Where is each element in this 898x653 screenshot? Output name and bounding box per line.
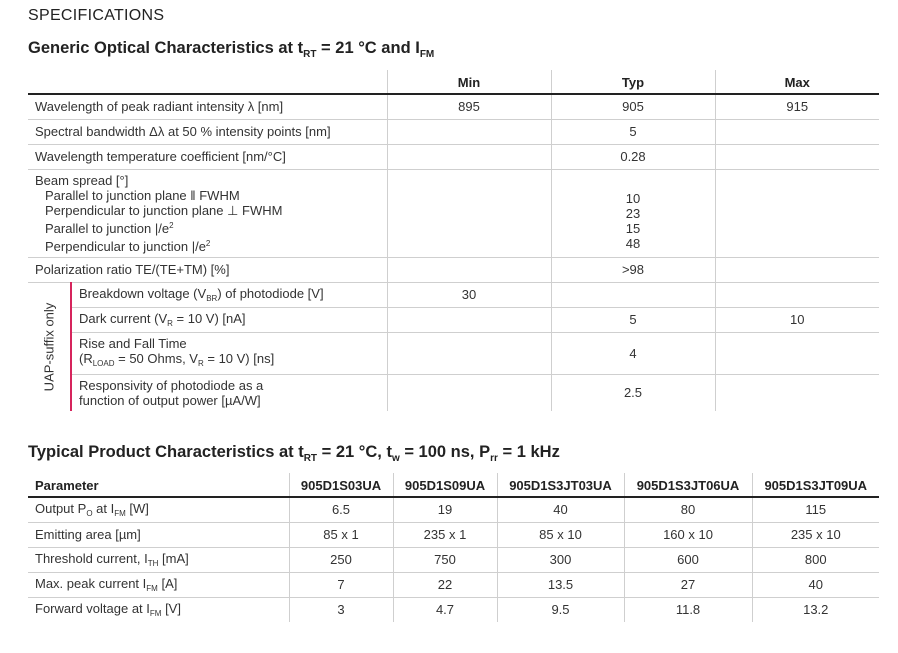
value-min <box>387 374 551 411</box>
value-min <box>387 144 551 169</box>
cell-value: 3 <box>289 597 393 622</box>
cell-value: 13.2 <box>752 597 879 622</box>
value-min <box>387 332 551 374</box>
cell-value: 300 <box>497 547 624 572</box>
value-typ: 0.28 <box>551 144 715 169</box>
cell-value: 600 <box>624 547 752 572</box>
value-max <box>715 332 879 374</box>
optical-header-blank <box>28 70 387 94</box>
beam-spread-row <box>28 169 879 257</box>
cell-value: 13.5 <box>497 572 624 597</box>
cell-value: 40 <box>497 497 624 522</box>
beam-spread-label <box>28 169 387 257</box>
value-typ <box>551 282 715 307</box>
value-max <box>715 257 879 282</box>
cell-value: 11.8 <box>624 597 752 622</box>
row-label: Polarization ratio TE/(TE+TM) [%] <box>28 257 387 282</box>
table-row <box>28 522 879 547</box>
row-label: Responsivity of photodiode as a function of output power [µA/W] <box>71 374 387 411</box>
header-max: Max <box>715 70 879 94</box>
parameter-label: Output $P_O$ at $I_{FM}$ [W] <box>28 497 289 522</box>
row-label: Wavelength temperature coefficient [nm/°C] <box>28 144 387 169</box>
cell-value: 9.5 <box>497 597 624 622</box>
row-label: Breakdown voltage $(V_{BR})$ of photodiode [V] <box>71 282 387 307</box>
header-model: 905D1S3JT06UA <box>624 473 752 497</box>
cell-value: 7 <box>289 572 393 597</box>
optical-header-row <box>28 70 879 94</box>
value-max: 10 <box>715 307 879 332</box>
value-min <box>387 307 551 332</box>
cell-value: 4.7 <box>393 597 497 622</box>
value-max <box>715 282 879 307</box>
cell-value: 750 <box>393 547 497 572</box>
value-min: 895 <box>387 94 551 119</box>
parameter-label: Forward voltage at $I_{FM}$ [V] <box>35 601 181 619</box>
table-row <box>28 597 879 622</box>
value-max <box>715 374 879 411</box>
beam-parallel-fwhm: Parallel to junction plane ‖ FWHM <box>45 187 240 203</box>
product-title: Typical Product Characteristics at $t_{RT} = 21$ °C, $t_w = 100$ ns, $P_{rr} = 1$ kHz <box>28 443 560 464</box>
table-row <box>28 307 879 332</box>
row-label: Spectral bandwidth Δλ at 50 % intensity points [nm] <box>28 119 387 144</box>
header-model: 905D1S3JT09UA <box>752 473 879 497</box>
value-typ: 905 <box>551 94 715 119</box>
table-row <box>28 332 879 374</box>
cell-value: 27 <box>624 572 752 597</box>
cell-value: 250 <box>289 547 393 572</box>
optical-title: Generic Optical Characteristics at $t_{RT} = 21$ °C and $I_{FM}$ <box>28 39 435 60</box>
value-min <box>387 257 551 282</box>
value-max: 915 <box>715 94 879 119</box>
value-min: 30 <box>387 282 551 307</box>
table-row <box>28 374 879 411</box>
value-min <box>387 169 551 257</box>
product-characteristics-table <box>28 473 879 622</box>
uap-suffix-label: UAP-suffix only <box>41 302 57 391</box>
beam-value: 15 <box>625 220 641 236</box>
cell-value: 800 <box>752 547 879 572</box>
cell-value: 85 x 10 <box>497 522 624 547</box>
optical-characteristics-table <box>28 70 879 411</box>
header-typ: Typ <box>551 70 715 94</box>
row-label: Rise and Fall Time ($R_{LOAD} = 50$ Ohms, $V_R = 10$ V) [ns] <box>71 332 387 374</box>
uap-suffix-column <box>28 282 71 411</box>
parameter-label: Emitting area [µm] <box>28 522 289 547</box>
value-max <box>715 119 879 144</box>
beam-value: 10 <box>625 190 641 206</box>
header-model: 905D1S09UA <box>393 473 497 497</box>
value-min <box>387 119 551 144</box>
header-min: Min <box>387 70 551 94</box>
row-label: Dark current ($V_R = 10$ V) [nA] <box>71 307 387 332</box>
cell-value: 22 <box>393 572 497 597</box>
table-row <box>28 282 879 307</box>
cell-value: 115 <box>752 497 879 522</box>
value-max <box>715 144 879 169</box>
header-parameter: Parameter <box>28 473 289 497</box>
value-max <box>715 169 879 257</box>
value-typ: >98 <box>551 257 715 282</box>
header-model: 905D1S03UA <box>289 473 393 497</box>
beam-spread-title: Beam spread [°] <box>35 172 129 188</box>
cell-value: 40 <box>752 572 879 597</box>
product-header-row <box>28 473 879 497</box>
header-model: 905D1S3JT03UA <box>497 473 624 497</box>
beam-value: 23 <box>625 205 641 221</box>
cell-value: 235 x 10 <box>752 522 879 547</box>
cell-value: 19 <box>393 497 497 522</box>
value-typ: 4 <box>551 332 715 374</box>
cell-value: 160 x 10 <box>624 522 752 547</box>
table-row <box>28 497 879 522</box>
beam-parallel-e2: Parallel to junction $|/e^2$ <box>45 220 174 236</box>
table-row <box>28 119 879 144</box>
cell-value: 235 x 1 <box>393 522 497 547</box>
table-row <box>28 144 879 169</box>
row-label: Wavelength of peak radiant intensity λ [nm] <box>28 94 387 119</box>
value-typ: 5 <box>551 119 715 144</box>
cell-value: 85 x 1 <box>289 522 393 547</box>
beam-value: 48 <box>625 235 641 251</box>
table-row <box>28 257 879 282</box>
cell-value: 80 <box>624 497 752 522</box>
value-typ: 5 <box>551 307 715 332</box>
table-row <box>28 94 879 119</box>
value-typ: 2.5 <box>551 374 715 411</box>
table-row <box>28 572 879 597</box>
parameter-label: Max. peak current $I_{FM}$ [A] <box>28 572 289 597</box>
table-row <box>28 547 879 572</box>
page-heading: SPECIFICATIONS <box>28 7 165 24</box>
cell-value: 6.5 <box>289 497 393 522</box>
beam-spread-typ-values <box>551 169 715 257</box>
beam-perpendicular-e2: Perpendicular to junction $|/e^2$ <box>45 238 211 254</box>
parameter-label: Threshold current, $I_{TH}$ [mA] <box>28 547 289 572</box>
beam-perpendicular-fwhm: Perpendicular to junction plane ⊥ FWHM <box>45 202 283 218</box>
